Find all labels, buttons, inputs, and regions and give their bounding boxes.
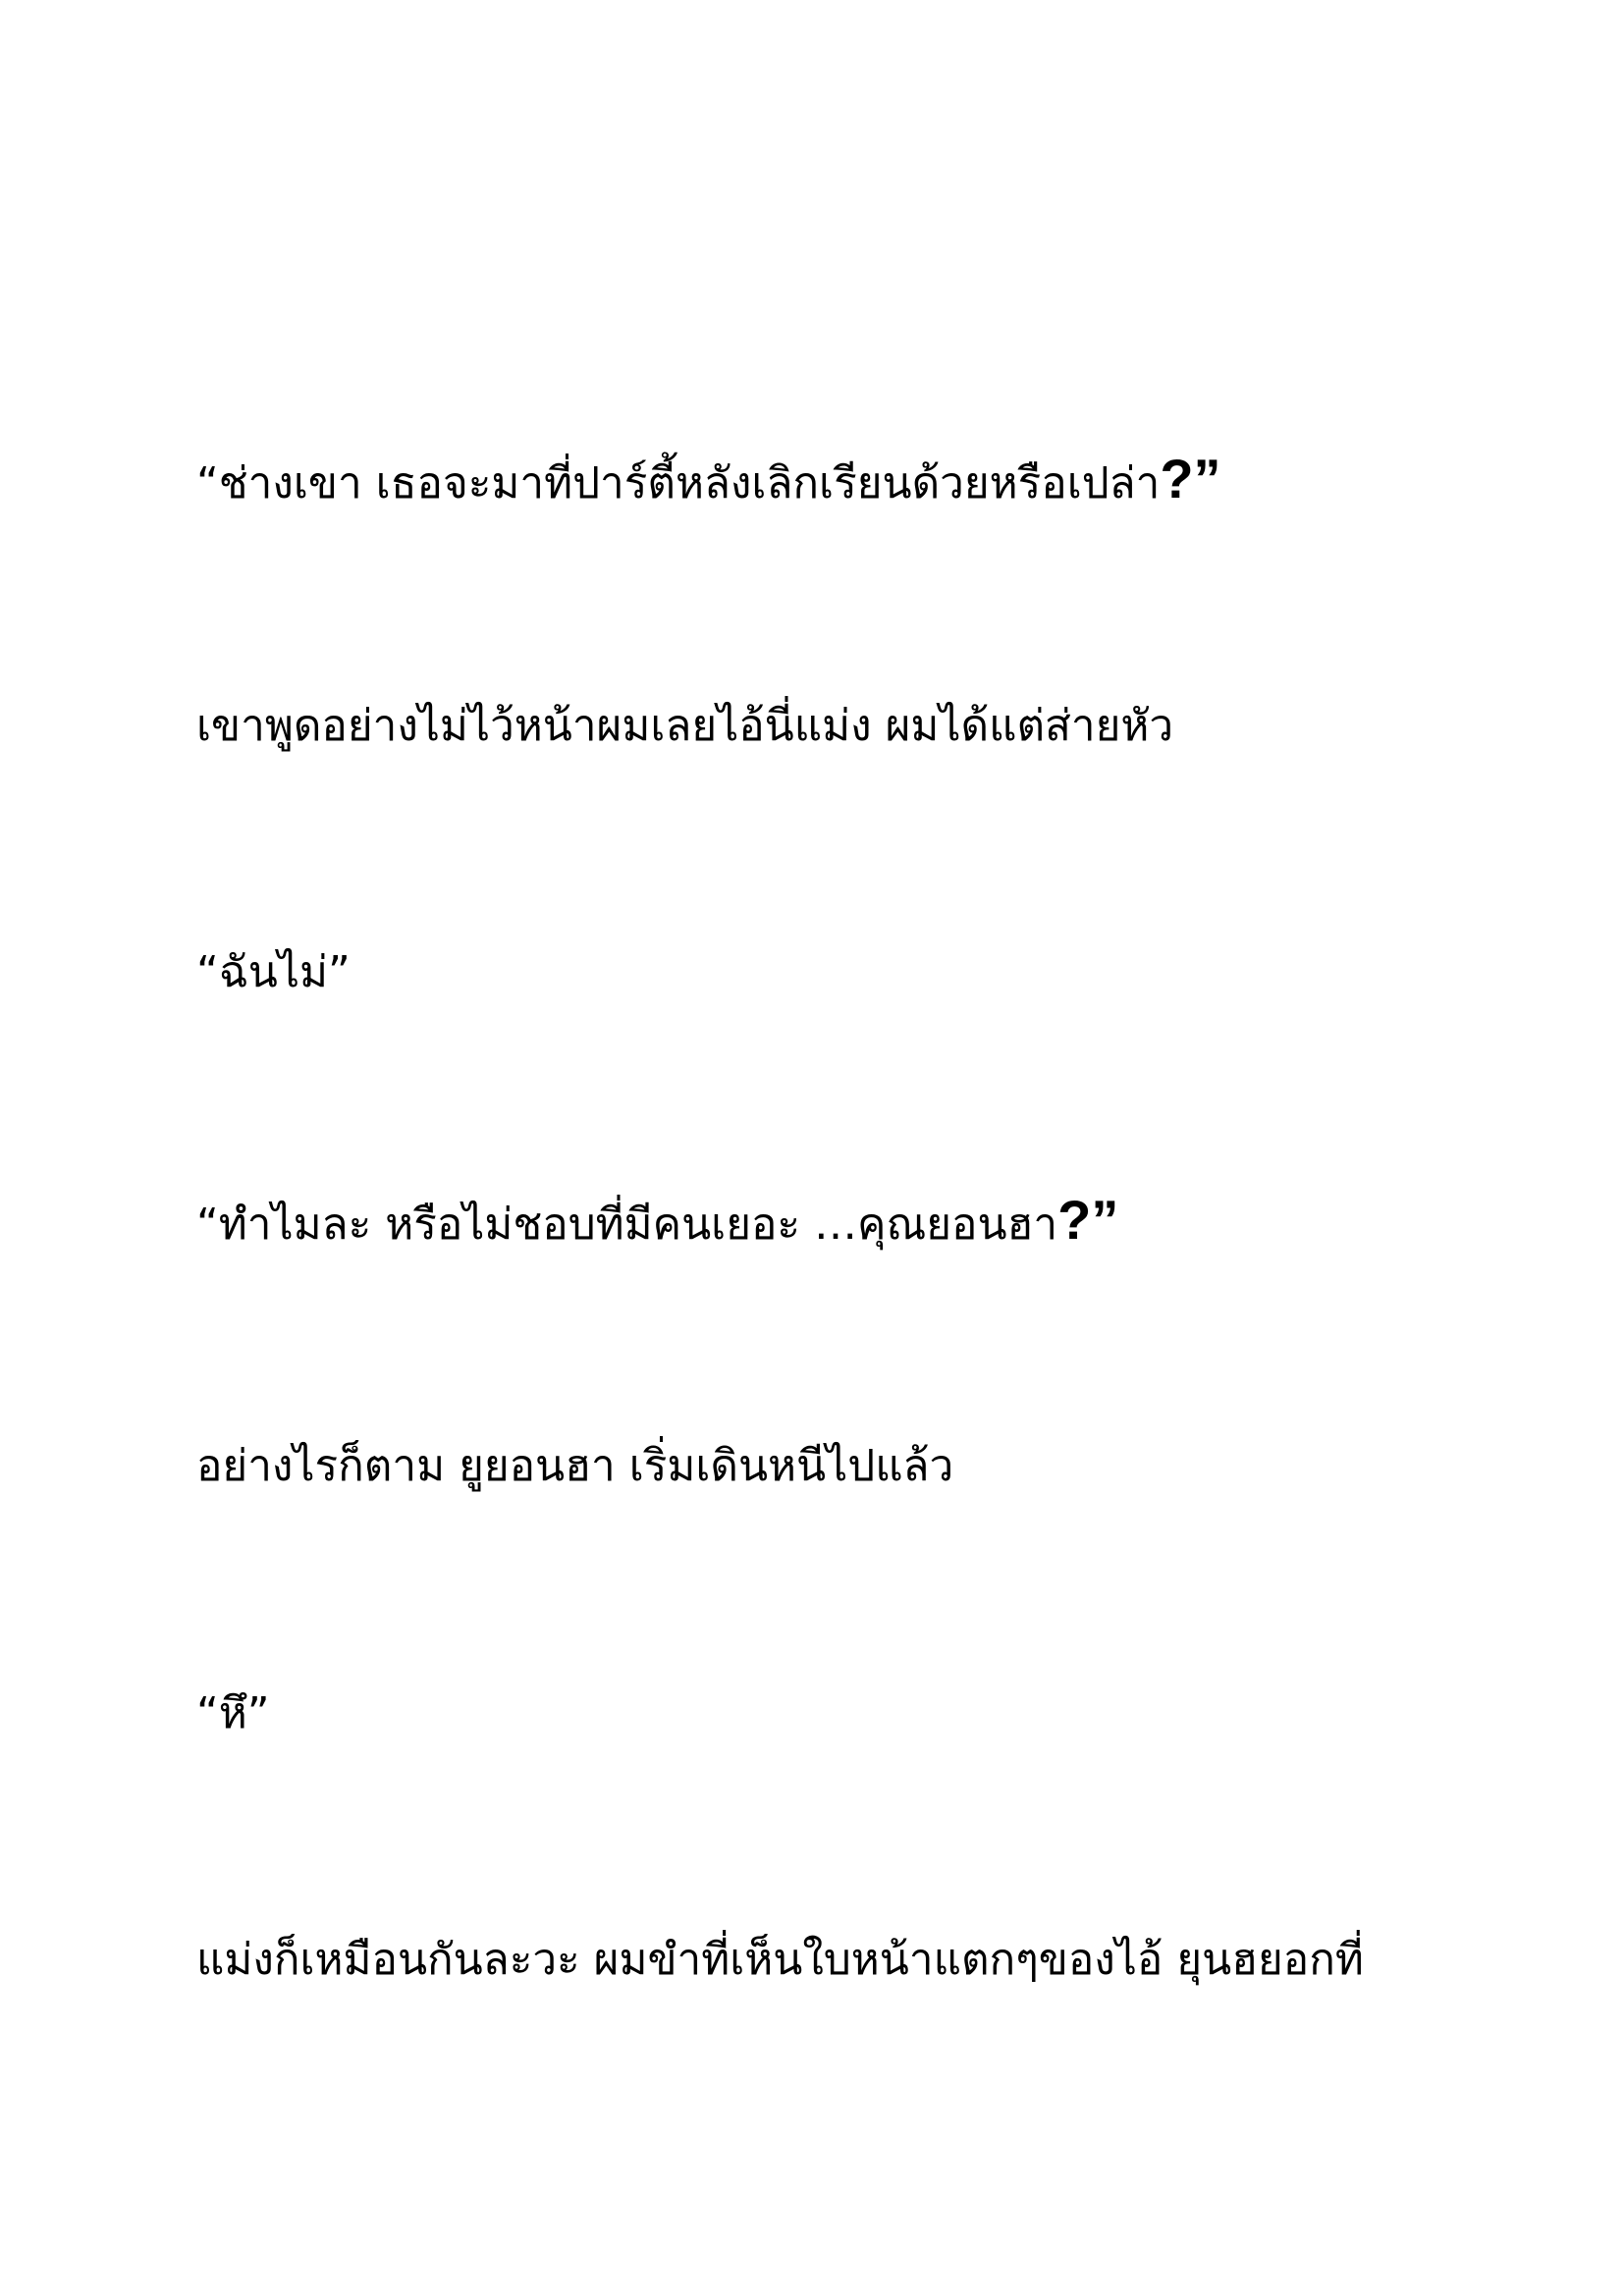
paragraph-5	[196, 1437, 1473, 1496]
paragraph-3	[196, 943, 1473, 1002]
paragraph-text: “ทำไมละ หรือไม่ชอบที่มีคนเยอะ …คุณยอนฮา	[196, 1200, 1058, 1250]
paragraph-1	[196, 450, 1473, 513]
paragraph-text: แม่งก็เหมือนกันละวะ ผมขำที่เห็นใบหน้าแตกๆของไอ้ ยุนฮยอกที่	[196, 1935, 1364, 1985]
paragraph-6	[196, 1684, 1473, 1743]
paragraph-2	[196, 697, 1473, 756]
paragraph-text: เขาพูดอย่างไม่ไว้หน้าผมเลยไอ้นี่แม่ง ผมได้แต่ส่ายหัว	[196, 701, 1174, 751]
paragraph-text: “ฉันไม่”	[196, 947, 351, 997]
paragraph-text: อย่างไรก็ตาม ยูยอนฮา เริ่มเดินหนีไปแล้ว	[196, 1441, 954, 1491]
paragraph-4	[196, 1191, 1473, 1255]
question-mark-quote: ?”	[1160, 448, 1221, 509]
paragraph-text: “ช่างเขา เธอจะมาที่ปาร์ตี้หลังเลิกเรียนด้วยหรือเปล่า	[196, 458, 1161, 508]
question-mark-quote: ?”	[1057, 1189, 1119, 1251]
paragraph-7	[196, 1931, 1473, 1990]
paragraph-text: “หึ”	[196, 1688, 270, 1738]
